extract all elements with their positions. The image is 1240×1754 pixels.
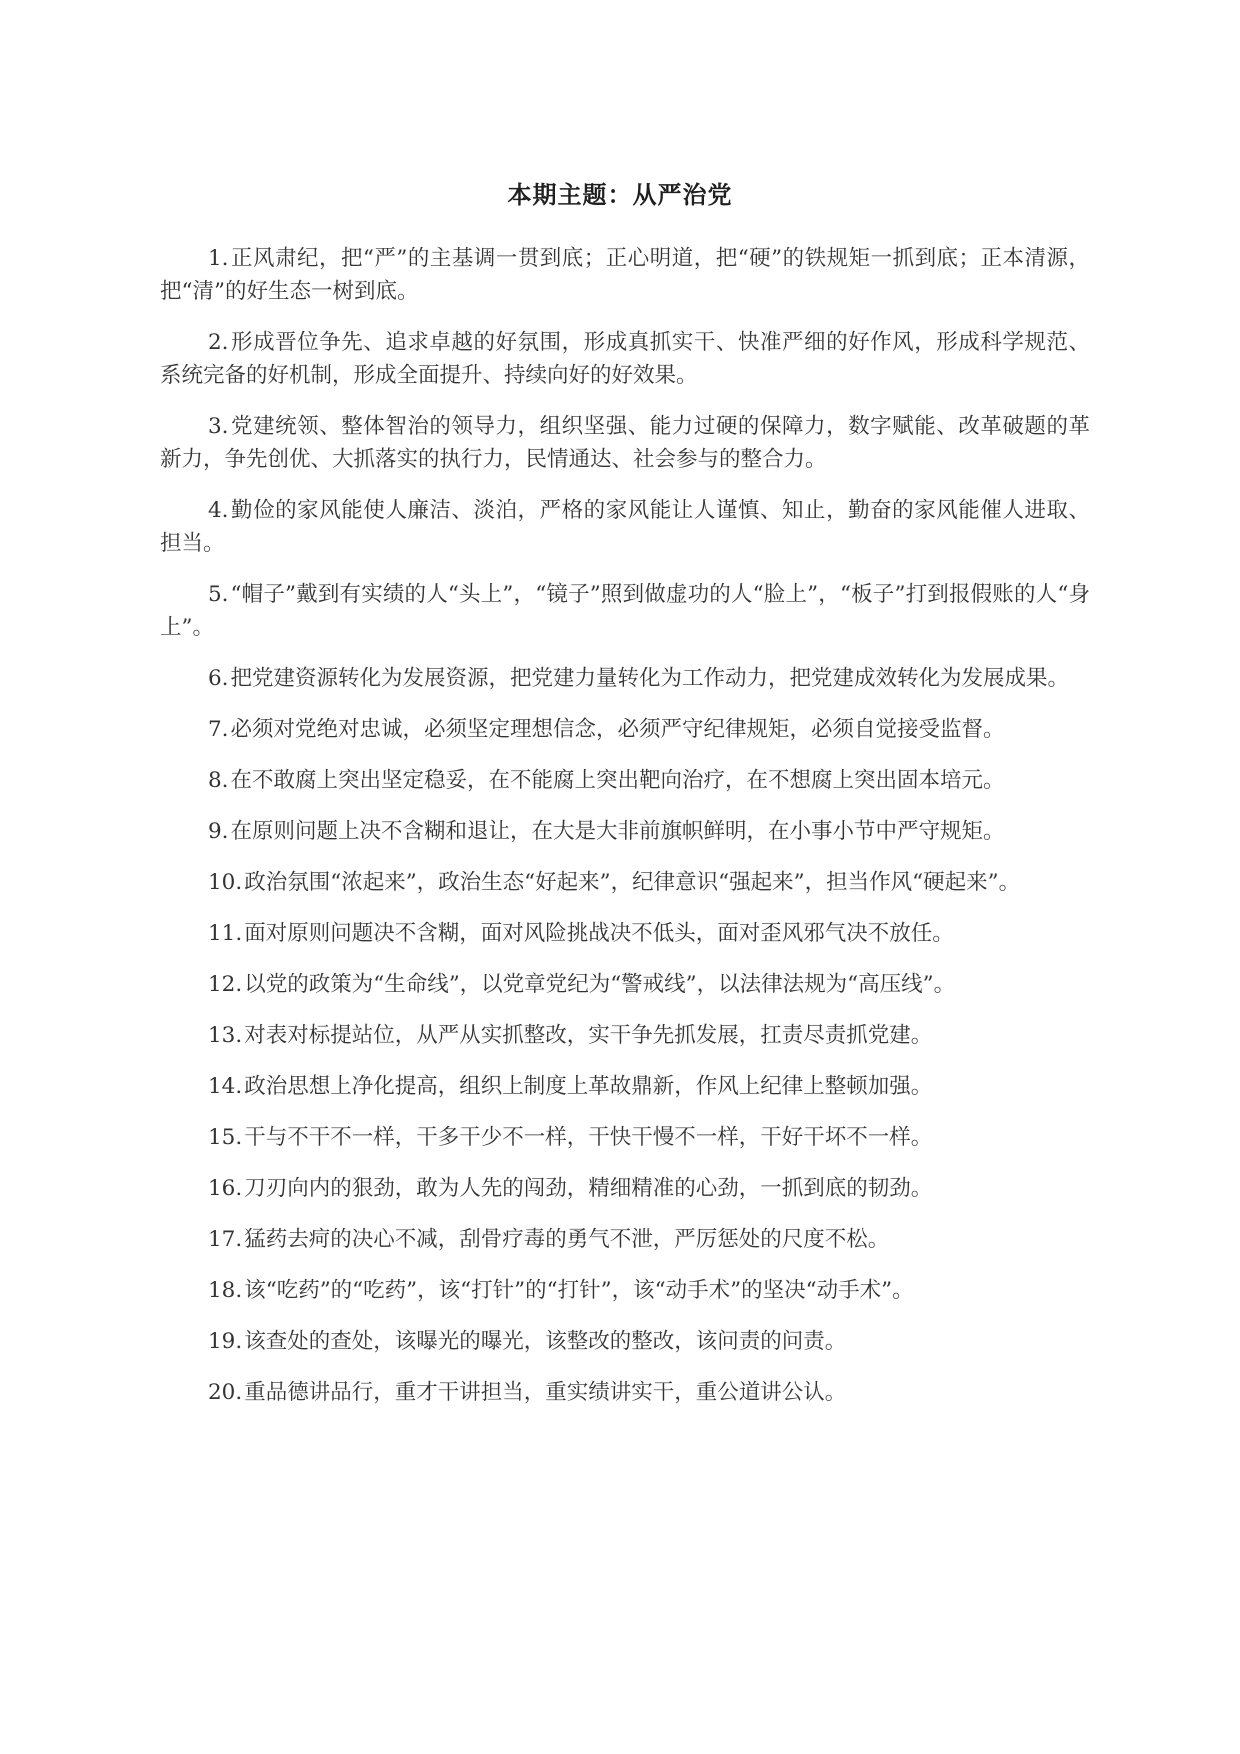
list-item bbox=[160, 917, 1090, 950]
list-item bbox=[160, 662, 1090, 695]
item-text: 该查处的查处，该曝光的曝光，该整改的整改，该问责的问责。 bbox=[244, 1329, 847, 1354]
item-text: 刀刃向内的狠劲，敢为人先的闯劲，精细精准的心劲，一抓到底的韧劲。 bbox=[244, 1176, 933, 1201]
item-text: 形成晋位争先、追求卓越的好氛围，形成真抓实干、快准严细的好作风，形成科学规范、系统完备的好机制，形成全面提升、持续向好的好效果。 bbox=[160, 330, 1090, 388]
item-number: 3. bbox=[208, 414, 229, 439]
item-text: 面对原则问题决不含糊，面对风险挑战决不低头，面对歪风邪气决不放任。 bbox=[244, 921, 954, 946]
item-text: 把党建资源转化为发展资源，把党建力量转化为工作动力，把党建成效转化为发展成果。 bbox=[230, 666, 1070, 691]
item-number: 15. bbox=[208, 1125, 243, 1150]
item-text: 正风肃纪，把“严”的主基调一贯到底；正心明道，把“硬”的铁规矩一抓到底；正本清源，把“清”的好生态一树到底。 bbox=[160, 246, 1090, 304]
item-text: 该“吃药”的“吃药”，该“打针”的“打针”，该“动手术”的坚决“动手术”。 bbox=[244, 1278, 914, 1303]
list-item bbox=[160, 1121, 1090, 1154]
item-number: 13. bbox=[208, 1023, 243, 1048]
item-number: 17. bbox=[208, 1227, 243, 1252]
item-text: “帽子”戴到有实绩的人“头上”，“镜子”照到做虚功的人“脸上”，“板子”打到报假账的人“身上”。 bbox=[160, 582, 1090, 640]
item-text: 重品德讲品行，重才干讲担当，重实绩讲实干，重公道讲公认。 bbox=[244, 1380, 847, 1405]
item-text: 在不敢腐上突出坚定稳妥，在不能腐上突出靶向治疗，在不想腐上突出固本培元。 bbox=[230, 768, 1005, 793]
item-number: 8. bbox=[208, 768, 229, 793]
item-text: 对表对标提站位，从严从实抓整改，实干争先抓发展，扛责尽责抓党建。 bbox=[244, 1023, 933, 1048]
list-item bbox=[160, 866, 1090, 899]
list-item bbox=[160, 968, 1090, 1001]
list-item bbox=[160, 764, 1090, 797]
list-item bbox=[160, 326, 1090, 392]
list-item bbox=[160, 1223, 1090, 1256]
item-number: 9. bbox=[208, 819, 229, 844]
item-text: 干与不干不一样，干多干少不一样，干快干慢不一样，干好干坏不一样。 bbox=[244, 1125, 933, 1150]
item-number: 11. bbox=[208, 921, 243, 946]
item-number: 18. bbox=[208, 1278, 243, 1303]
item-number: 14. bbox=[208, 1074, 243, 1099]
item-number: 19. bbox=[208, 1329, 243, 1354]
item-number: 16. bbox=[208, 1176, 243, 1201]
item-text: 政治氛围“浓起来”，政治生态“好起来”，纪律意识“强起来”，担当作风“硬起来”。 bbox=[244, 870, 1021, 895]
item-number: 2. bbox=[208, 330, 229, 355]
item-text: 必须对党绝对忠诚，必须坚定理想信念，必须严守纪律规矩，必须自觉接受监督。 bbox=[230, 717, 1005, 742]
item-text: 在原则问题上决不含糊和退让，在大是大非前旗帜鲜明，在小事小节中严守规矩。 bbox=[230, 819, 1005, 844]
item-text: 勤俭的家风能使人廉洁、淡泊，严格的家风能让人谨慎、知止，勤奋的家风能催人进取、担当。 bbox=[160, 498, 1090, 556]
page-title: 本期主题：从严治党 bbox=[507, 181, 733, 209]
item-number: 7. bbox=[208, 717, 229, 742]
list-item bbox=[160, 815, 1090, 848]
list-item bbox=[160, 1019, 1090, 1052]
list-item bbox=[160, 242, 1090, 308]
list-item bbox=[160, 1274, 1090, 1307]
item-text: 以党的政策为“生命线”，以党章党纪为“警戒线”，以法律法规为“高压线”。 bbox=[244, 972, 956, 997]
item-number: 5. bbox=[208, 582, 229, 607]
item-number: 20. bbox=[208, 1380, 243, 1405]
list-item bbox=[160, 1172, 1090, 1205]
list-item bbox=[160, 713, 1090, 746]
list-item bbox=[160, 1070, 1090, 1103]
list-item bbox=[160, 1325, 1090, 1358]
list-item bbox=[160, 578, 1090, 644]
item-text: 党建统领、整体智治的领导力，组织坚强、能力过硬的保障力，数字赋能、改革破题的革新力，争先创优、大抓落实的执行力，民情通达、社会参与的整合力。 bbox=[160, 414, 1090, 472]
list-item bbox=[160, 410, 1090, 476]
list-item bbox=[160, 1376, 1090, 1409]
item-number: 12. bbox=[208, 972, 243, 997]
item-number: 10. bbox=[208, 870, 243, 895]
item-number: 4. bbox=[208, 498, 229, 523]
list-item bbox=[160, 494, 1090, 560]
item-number: 6. bbox=[208, 666, 229, 691]
item-text: 猛药去疴的决心不减，刮骨疗毒的勇气不泄，严厉惩处的尺度不松。 bbox=[244, 1227, 890, 1252]
item-text: 政治思想上净化提高，组织上制度上革故鼎新，作风上纪律上整顿加强。 bbox=[244, 1074, 933, 1099]
slogan-list bbox=[160, 242, 1090, 1427]
item-number: 1. bbox=[208, 246, 229, 271]
